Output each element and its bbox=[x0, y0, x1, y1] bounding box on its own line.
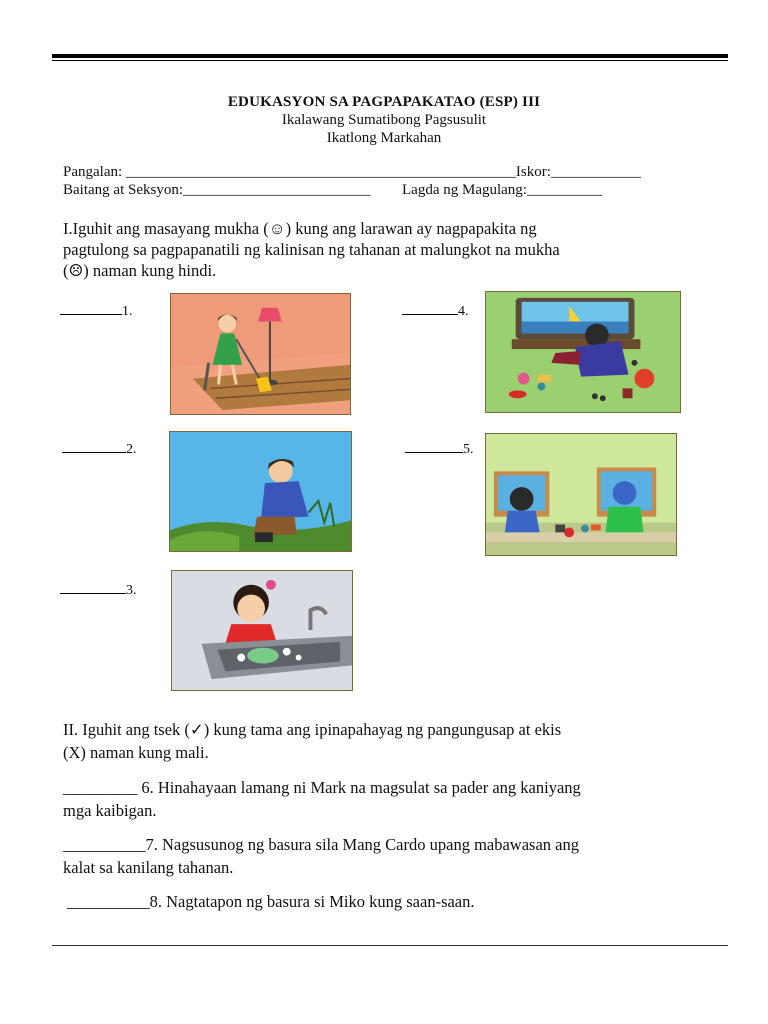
item-number-3: 3. bbox=[126, 583, 137, 598]
picture-children-at-computers bbox=[485, 433, 677, 556]
section1-instruction-3: (☹) naman kung hindi. bbox=[63, 261, 217, 280]
section2-instruction-2: (X) naman kung mali. bbox=[63, 743, 209, 762]
exam-subtitle: Ikalawang Sumatibong Pagsusulit bbox=[281, 112, 487, 128]
item-6-line-2: mga kaibigan. bbox=[63, 801, 157, 820]
section2-instruction-1: II. Iguhit ang tsek (✓) kung tama ang ipinapahayag ng pangungusap at ekis bbox=[63, 720, 562, 739]
picture-girl-sweeping bbox=[170, 293, 351, 415]
name-score-line[interactable]: Pangalan: ____________________________________________________Iskor:____________ bbox=[63, 164, 641, 180]
picture-girl-washing-dishes bbox=[171, 570, 353, 691]
quarter-subtitle: Ikatlong Markahan bbox=[326, 130, 442, 146]
grade-section-line[interactable]: Baitang at Seksyon:_________________________ bbox=[63, 182, 371, 198]
answer-blank-5[interactable] bbox=[405, 438, 474, 458]
item-number-4: 4. bbox=[458, 304, 469, 319]
item-6-line-1[interactable]: _________ 6. Hinahayaan lamang ni Mark na magsulat sa pader ang kaniyang bbox=[63, 778, 581, 797]
page-title: EDUKASYON SA PAGPAPAKATAO (ESP) III bbox=[227, 94, 541, 110]
section1-instruction-2: pagtulong sa pagpapanatili ng kalinisan ng tahanan at malungkot na mukha bbox=[63, 240, 560, 259]
answer-blank-3[interactable] bbox=[60, 579, 137, 599]
item-number-1: 1. bbox=[122, 304, 133, 319]
item-number-5: 5. bbox=[463, 442, 474, 457]
item-number-2: 2. bbox=[126, 442, 137, 457]
answer-blank-1[interactable] bbox=[60, 300, 133, 320]
parent-signature-line[interactable]: Lagda ng Magulang:__________ bbox=[402, 182, 602, 198]
top-rule-thick bbox=[52, 54, 728, 58]
item-7-line-2: kalat sa kanilang tahanan. bbox=[63, 858, 234, 877]
answer-blank-4[interactable] bbox=[402, 300, 469, 320]
section1-instruction-1: I.Iguhit ang masayang mukha (☺) kung ang larawan ay nagpapakita ng bbox=[63, 219, 537, 238]
item-7-line-1[interactable]: __________7. Nagsusunog ng basura sila Mang Cardo upang mabawasan ang bbox=[63, 835, 579, 854]
answer-blank-2[interactable] bbox=[62, 438, 137, 458]
picture-boy-pulling-grass bbox=[169, 431, 352, 552]
item-8-line-1[interactable]: __________8. Nagtatapon ng basura si Miko kung saan-saan. bbox=[63, 892, 475, 911]
top-rule-thin bbox=[52, 60, 728, 61]
picture-boy-watching-tv bbox=[485, 291, 681, 413]
bottom-rule bbox=[52, 945, 728, 946]
